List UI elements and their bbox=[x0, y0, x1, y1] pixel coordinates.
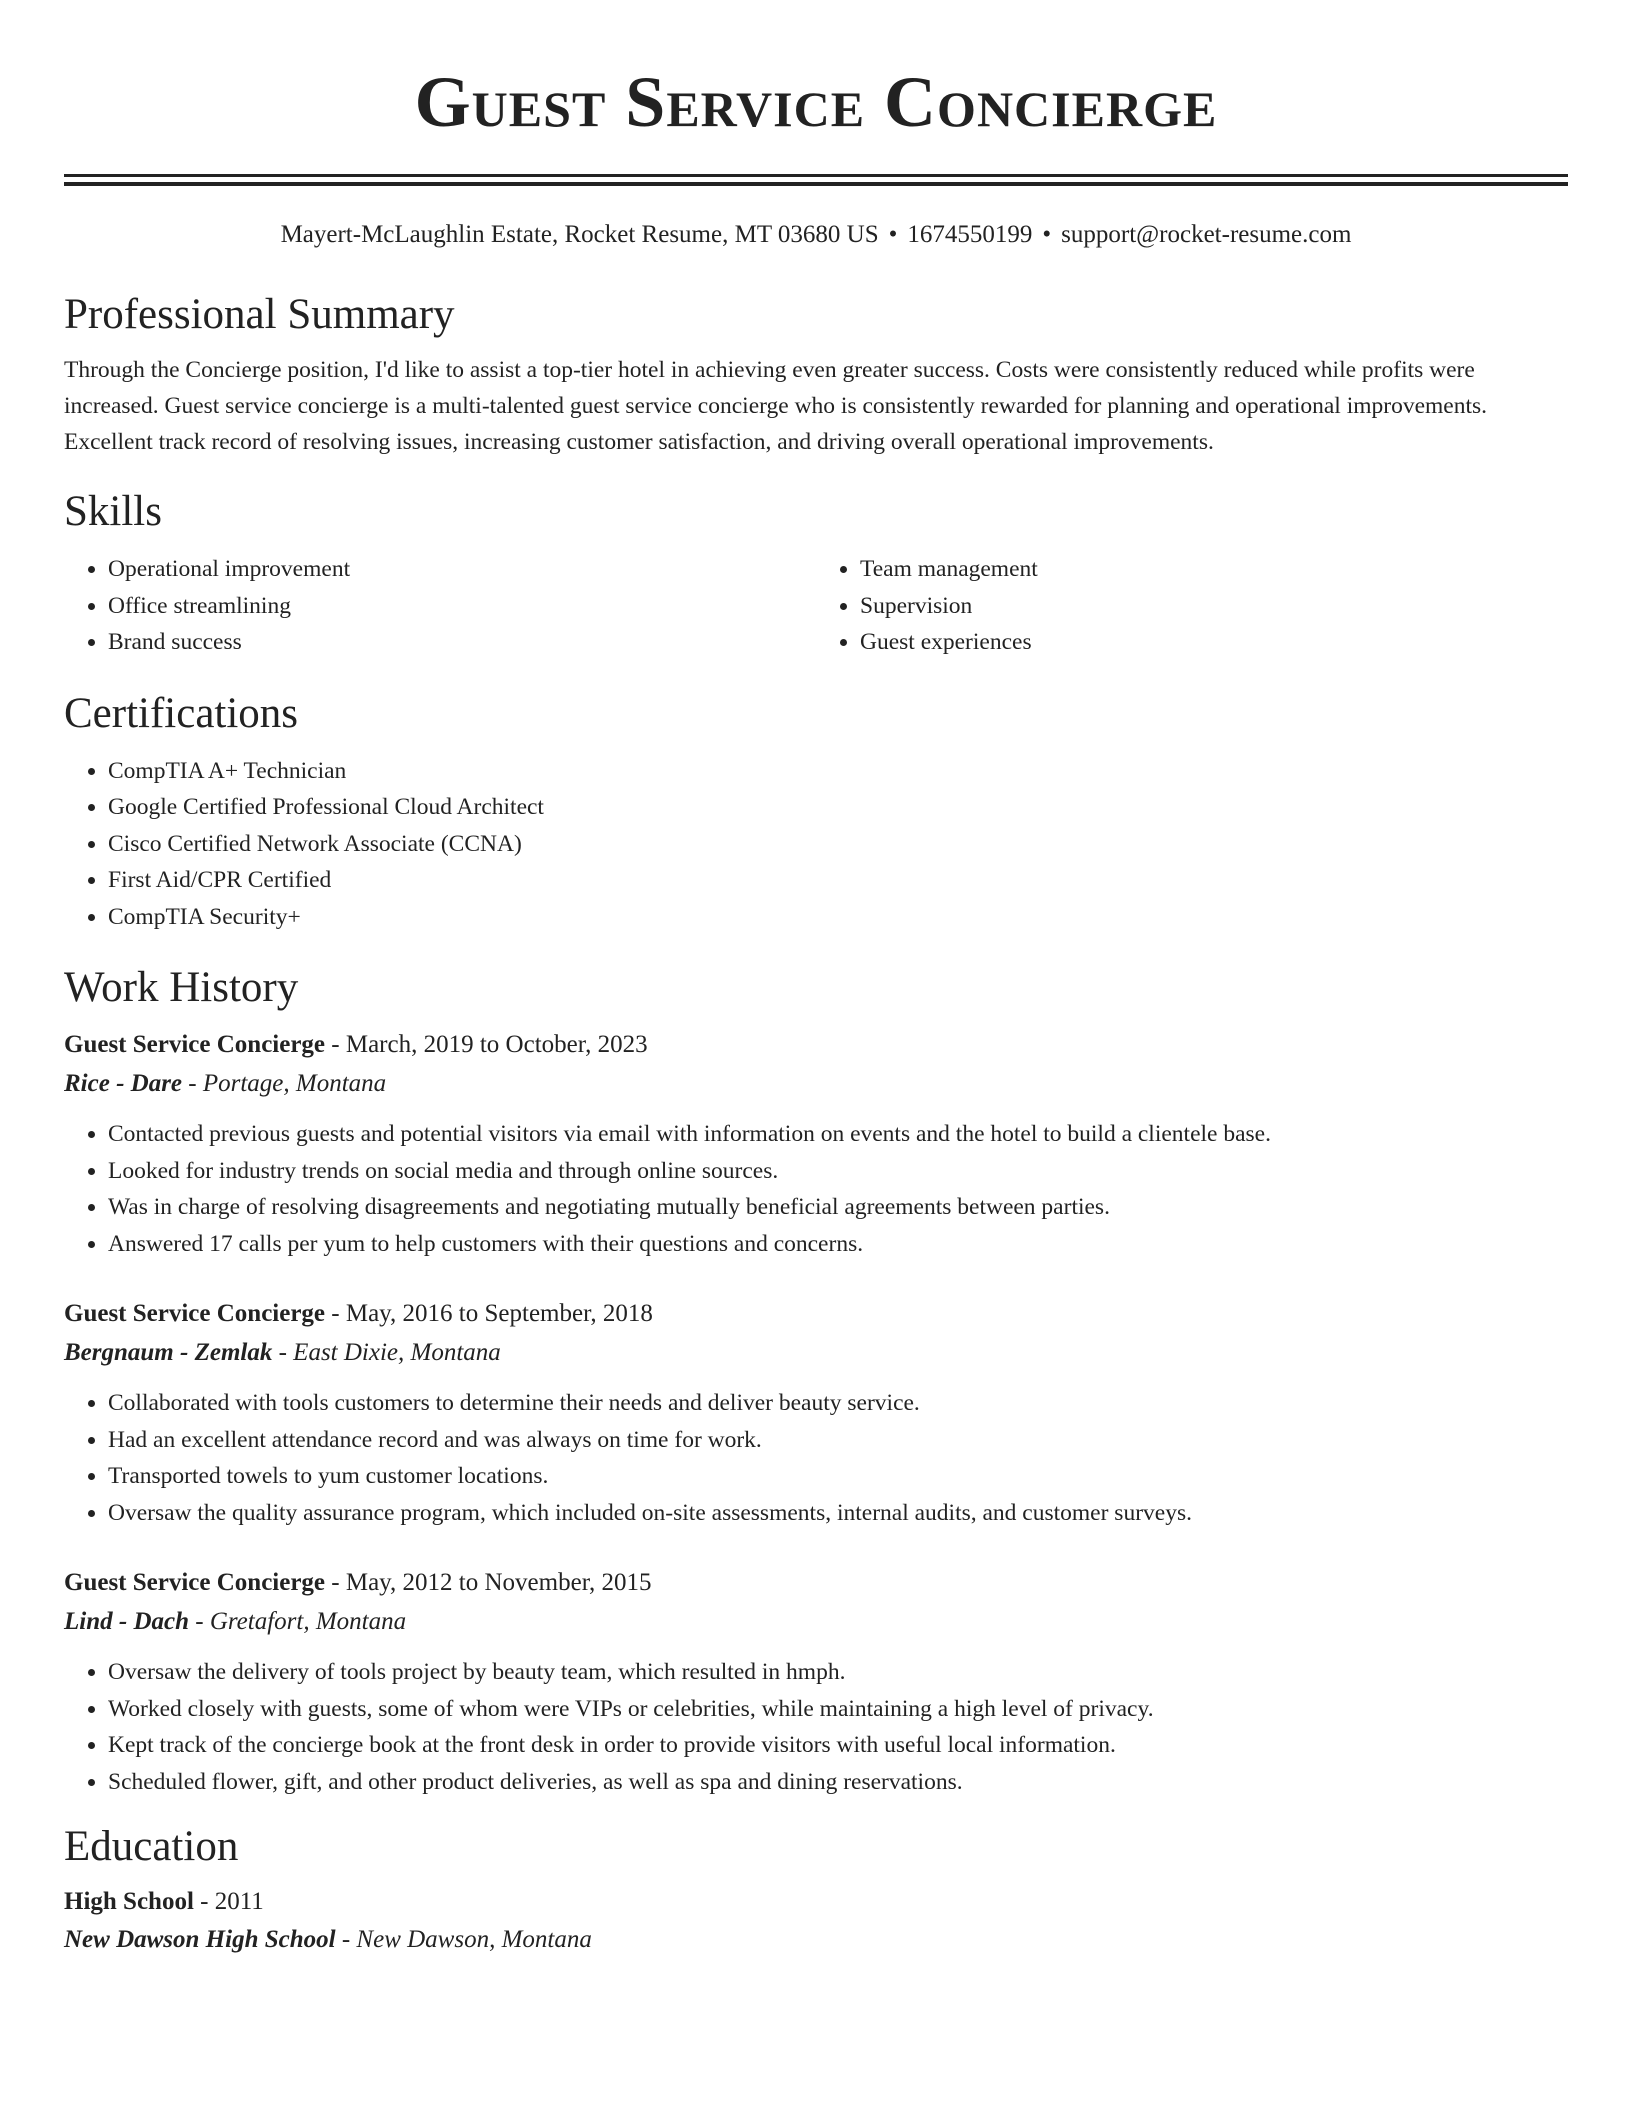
job-header bbox=[64, 1294, 1568, 1333]
title-divider bbox=[64, 174, 1568, 186]
job-location: Portage, Montana bbox=[202, 1070, 387, 1097]
job-bullet: • Transported towels to yum customer locations. bbox=[108, 1458, 1568, 1495]
job-header bbox=[64, 1025, 1568, 1064]
skill-item: • Office streamlining bbox=[108, 588, 816, 625]
job-dash: - bbox=[325, 1569, 346, 1596]
job-employer bbox=[64, 1602, 1568, 1641]
certification-item: • CompTIA A+ Technician bbox=[108, 753, 1568, 790]
contact-phone: 1674550199 bbox=[907, 221, 1033, 248]
certification-item: • Cisco Certified Network Associate (CCNA) bbox=[108, 826, 1568, 863]
job-bullet: • Scheduled flower, gift, and other product deliveries, as well as spa and dining reservations. bbox=[108, 1764, 1568, 1801]
skill-item: • Operational improvement bbox=[108, 551, 816, 588]
skills-column-right bbox=[816, 551, 1568, 661]
job-bullet: • Collaborated with tools customers to determine their needs and deliver beauty service. bbox=[108, 1385, 1568, 1422]
job-title: Guest Service Concierge bbox=[64, 1031, 326, 1058]
job-bullet: • Was in charge of resolving disagreements and negotiating mutually beneficial agreements between parties. bbox=[108, 1189, 1568, 1226]
job-entry bbox=[64, 1294, 1568, 1531]
education-year: 2011 bbox=[214, 1888, 264, 1915]
certifications-list bbox=[64, 753, 1568, 936]
skill-item: • Brand success bbox=[108, 624, 816, 661]
job-bullet: • Worked closely with guests, some of whom were VIPs or celebrities, while maintaining a high level of privacy. bbox=[108, 1691, 1568, 1728]
education-degree: High School bbox=[64, 1888, 194, 1915]
job-header bbox=[64, 1563, 1568, 1602]
certification-item: • Google Certified Professional Cloud Architect bbox=[108, 789, 1568, 826]
skill-item: • Guest experiences bbox=[860, 624, 1568, 661]
job-bullet: • Had an excellent attendance record and was always on time for work. bbox=[108, 1422, 1568, 1459]
job-title: Guest Service Concierge bbox=[64, 1569, 326, 1596]
job-bullet: • Oversaw the delivery of tools project by beauty team, which resulted in hmph. bbox=[108, 1654, 1568, 1691]
job-bullets bbox=[64, 1385, 1568, 1531]
job-dash: - bbox=[189, 1608, 210, 1635]
education-dash: - bbox=[335, 1926, 357, 1953]
certification-item: • First Aid/CPR Certified bbox=[108, 862, 1568, 899]
education-school: New Dawson High School bbox=[64, 1926, 336, 1953]
contact-email: support@rocket-resume.com bbox=[1061, 221, 1352, 248]
job-employer bbox=[64, 1333, 1568, 1372]
job-location: East Dixie, Montana bbox=[293, 1339, 501, 1366]
job-company: Bergnaum - Zemlak bbox=[64, 1339, 273, 1366]
job-bullet: • Contacted previous guests and potential visitors via email with information on events and the hotel to build a clientele base. bbox=[108, 1116, 1568, 1153]
certification-item: • CompTIA Security+ bbox=[108, 899, 1568, 936]
contact-separator: • bbox=[888, 221, 898, 248]
education-dash: - bbox=[193, 1888, 215, 1915]
skills-heading: Skills bbox=[64, 488, 162, 535]
job-dash: - bbox=[325, 1031, 346, 1058]
contact-separator: • bbox=[1042, 221, 1052, 248]
work-history-heading: Work History bbox=[64, 964, 299, 1011]
job-dash: - bbox=[325, 1300, 346, 1327]
job-location: Gretafort, Montana bbox=[209, 1608, 407, 1635]
job-dash: - bbox=[272, 1339, 294, 1366]
job-entry bbox=[64, 1563, 1568, 1800]
education-heading: Education bbox=[64, 1823, 239, 1870]
job-bullets bbox=[64, 1654, 1568, 1800]
education-location: New Dawson, Montana bbox=[356, 1926, 592, 1953]
contact-address: Mayert-McLaughlin Estate, Rocket Resume, MT 03680 US bbox=[280, 221, 879, 248]
resume-title: Guest Service Concierge bbox=[414, 62, 1218, 142]
skills-column-left bbox=[64, 551, 816, 661]
job-bullets bbox=[64, 1116, 1568, 1262]
education-degree-line bbox=[64, 1882, 1568, 1921]
job-bullet: • Kept track of the concierge book at the front desk in order to provide visitors with useful local information. bbox=[108, 1727, 1568, 1764]
job-bullet: • Looked for industry trends on social media and through online sources. bbox=[108, 1153, 1568, 1190]
job-entry bbox=[64, 1025, 1568, 1262]
skill-item: • Supervision bbox=[860, 588, 1568, 625]
job-employer bbox=[64, 1064, 1568, 1103]
job-bullet: • Answered 17 calls per yum to help customers with their questions and concerns. bbox=[108, 1226, 1568, 1263]
certifications-heading: Certifications bbox=[64, 689, 299, 737]
job-company: Rice - Dare bbox=[64, 1070, 183, 1097]
contact-line bbox=[64, 220, 1568, 250]
job-company: Lind - Dach bbox=[64, 1608, 189, 1635]
summary-heading: Professional Summary bbox=[64, 291, 455, 338]
job-bullet: • Oversaw the quality assurance program, which included on-site assessments, internal audits, and customer surveys. bbox=[108, 1495, 1568, 1532]
skill-item: • Team management bbox=[860, 551, 1568, 588]
job-dates: May, 2016 to September, 2018 bbox=[345, 1300, 653, 1327]
education-school-line bbox=[64, 1921, 1568, 1959]
job-dash: - bbox=[182, 1070, 203, 1097]
job-dates: May, 2012 to November, 2015 bbox=[345, 1569, 652, 1596]
skills-list bbox=[64, 551, 1568, 661]
summary-text: Through the Concierge position, I'd like to assist a top-tier hotel in achieving even greater success. Costs were consistently reduced while profits were increased. Guest service concierge is a multi-talented guest service concierge who is consistently rewarded for planning and operational improvements. Excellent track record of resolving issues, increasing customer satisfaction, and driving overall operational improvements. bbox=[64, 357, 1488, 455]
job-title: Guest Service Concierge bbox=[64, 1300, 326, 1327]
job-dates: March, 2019 to October, 2023 bbox=[345, 1031, 648, 1058]
